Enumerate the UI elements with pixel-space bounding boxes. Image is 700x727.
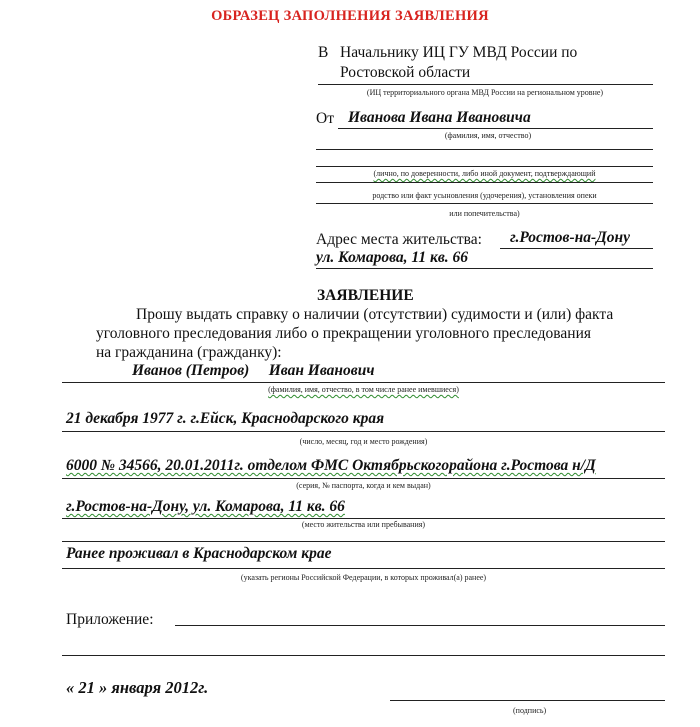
document-line-4 — [316, 203, 653, 204]
full-name-caption-text: (фамилия, имя, отчество, в том числе ранее имевшиеся) — [268, 385, 459, 394]
from-underline — [338, 128, 653, 129]
to-caption: (ИЦ территориального органа МВД России на региональном уровне) — [366, 88, 604, 97]
to-prefix: В — [318, 44, 329, 61]
from-prefix: От — [316, 110, 334, 127]
birth-caption: (число, месяц, год и место рождения) — [299, 437, 428, 446]
document-line-2 — [316, 166, 653, 167]
previous-residence-value: Ранее проживал в Краснодарском крае — [66, 545, 332, 562]
document-caption-1-text: (лично, по доверенности, либо иной документ, подтверждающий — [373, 169, 596, 178]
document-caption-1 — [316, 169, 653, 178]
statement-line-2: уголовного преследования либо о прекращении уголовного преследования — [96, 325, 592, 342]
page-title: ОБРАЗЕЦ ЗАПОЛНЕНИЯ ЗАЯВЛЕНИЯ — [211, 8, 489, 24]
full-name-value: Иванов (Петров) Иван Иванович — [132, 362, 375, 379]
passport-underline — [62, 478, 665, 479]
to-line-2: Ростовской области — [340, 64, 471, 81]
birth-underline — [62, 431, 665, 432]
residence-caption: (место жительства или пребывания) — [301, 520, 426, 529]
residence-value-text: г.Ростов-на-Дону, ул. Комарова, 11 кв. 66 — [66, 498, 345, 515]
to-line-1: Начальнику ИЦ ГУ МВД России по — [340, 44, 578, 61]
birth-value: 21 декабря 1977 г. г.Ейск, Краснодарского края — [66, 410, 385, 427]
residence-value — [66, 498, 345, 516]
passport-value — [66, 457, 596, 475]
from-name: Иванова Ивана Ивановича — [348, 109, 531, 126]
full-name-underline — [62, 382, 665, 383]
previous-residence-underline — [62, 568, 665, 569]
address-value-1: г.Ростов-на-Дону — [510, 229, 630, 246]
statement-heading: ЗАЯВЛЕНИЕ — [317, 287, 414, 304]
document-caption-2: родство или факт усыновления (удочерения), установления опеки — [372, 191, 597, 200]
blank-line — [62, 541, 665, 542]
appendix-label: Приложение: — [66, 611, 154, 628]
document-caption-3: или попечительства) — [449, 209, 520, 218]
document-line-1 — [316, 149, 653, 150]
address-label: Адрес места жительства: — [316, 231, 482, 248]
address-value-2: ул. Комарова, 11 кв. 66 — [316, 249, 468, 266]
signature-line — [390, 700, 665, 701]
full-name-caption — [62, 385, 665, 394]
address-underline-2 — [316, 268, 653, 269]
statement-line-3: на гражданина (гражданку): — [96, 344, 282, 361]
passport-caption: (серия, № паспорта, когда и кем выдан) — [296, 481, 431, 490]
appendix-underline-1 — [175, 625, 665, 626]
appendix-underline-2 — [62, 655, 665, 656]
signature-caption: (подпись) — [513, 706, 547, 715]
statement-line-1: Прошу выдать справку о наличии (отсутствии) судимости и (или) факта — [136, 306, 614, 323]
document-line-3 — [316, 182, 653, 183]
passport-value-text: 6000 № 34566, 20.01.2011г. отделом ФМС Октябрьскогорайона г.Ростова н/Д — [66, 457, 596, 474]
from-caption: (фамилия, имя, отчество) — [444, 131, 532, 140]
date-text: « 21 » января 2012г. — [66, 678, 209, 697]
residence-underline — [62, 518, 665, 519]
address-underline-1 — [500, 248, 653, 249]
previous-residence-caption: (указать регионы Российской Федерации, в которых проживал(а) ранее) — [240, 573, 487, 582]
to-underline — [318, 84, 653, 85]
